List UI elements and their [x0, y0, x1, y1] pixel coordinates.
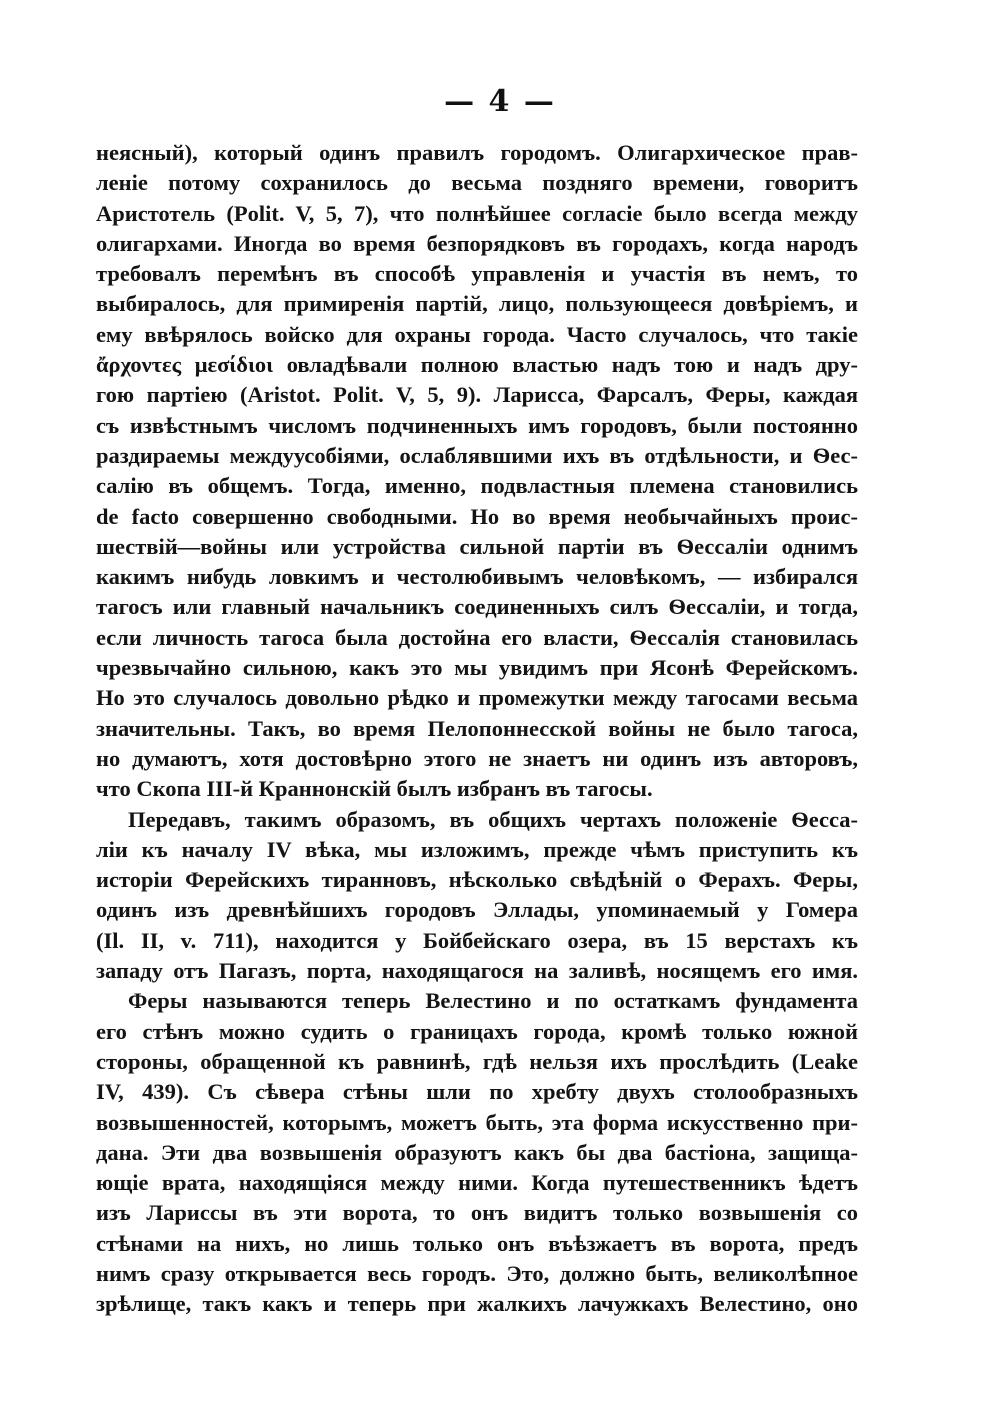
- text-line: исторіи Ферейскихъ тиранновъ, нѣсколько свѣдѣній о Ферахъ. Феры,: [96, 867, 858, 893]
- text-line: леніе потому сохранилось до весьма поздняго времени, говоритъ: [96, 170, 858, 196]
- text-line: значительны. Такъ, во время Пелопоннесской войны не было тагоса,: [96, 715, 858, 741]
- text-line: салію въ общемъ. Тогда, именно, подвластныя племена становились: [96, 473, 858, 499]
- text-line: какимъ нибудь ловкимъ и честолюбивымъ человѣкомъ, — избирался: [96, 564, 858, 590]
- text-line: одинъ изъ древнѣйшихъ городовъ Эллады, упоминаемый у Гомера: [96, 897, 858, 923]
- text-line: тагосъ или главный начальникъ соединенныхъ силъ Ѳессаліи, и тогда,: [96, 594, 858, 620]
- text-line: de facto совершенно свободными. Но во время необычайныхъ проис-: [96, 503, 858, 529]
- text-line: возвышенностей, которымъ, можетъ быть, эта форма искусственно при-: [96, 1109, 858, 1135]
- text-line: если личность тагоса была достойна его власти, Ѳессалія становилась: [96, 624, 858, 650]
- text-line: ἄρχοντες μεσίδιοι овладѣвали полною властью надъ тою и надъ дру-: [96, 352, 858, 378]
- text-line: Феры называются теперь Велестино и по остаткамъ фундамента: [128, 988, 858, 1014]
- text-line: западу отъ Пагазъ, порта, находящагося на заливѣ, носящемъ его имя.: [96, 958, 858, 984]
- text-line: съ извѣстнымъ числомъ подчиненныхъ имъ городовъ, были постоянно: [96, 412, 858, 438]
- text-line: шествій—войны или устройства сильной партіи въ Ѳессаліи однимъ: [96, 533, 858, 559]
- text-line: ющіе врата, находящіяся между ними. Когда путешественникъ ѣдетъ: [96, 1170, 858, 1196]
- text-line: дана. Эти два возвышенія образуютъ какъ бы два бастіона, защища-: [96, 1139, 858, 1165]
- text-line: ліи къ началу IV вѣка, мы изложимъ, прежде чѣмъ приступить къ: [96, 836, 858, 862]
- text-line: Но это случалось довольно рѣдко и промежутки между тагосами весьма: [96, 685, 858, 711]
- page-number: — 4 —: [444, 84, 556, 119]
- text-line: ему ввѣрялось войско для охраны города. Часто случалось, что такіе: [96, 321, 858, 347]
- text-line: стѣнами на нихъ, но лишь только онъ въѣзжаетъ въ ворота, предъ: [96, 1230, 858, 1256]
- text-line: чрезвычайно сильною, какъ это мы увидимъ при Ясонѣ Ферейскомъ.: [96, 655, 858, 681]
- text-line: Аристотель (Polit. V, 5, 7), что полнѣйшее согласіе было всегда между: [96, 200, 858, 226]
- text-line: изъ Лариссы въ эти ворота, то онъ видитъ только возвышенія со: [96, 1200, 858, 1226]
- text-line: его стѣнъ можно судить о границахъ города, кромѣ только южной: [96, 1018, 858, 1044]
- text-line: неясный), который одинъ правилъ городомъ. Олигархическое прав-: [96, 140, 858, 165]
- text-line: раздираемы междуусобіями, ослаблявшими ихъ въ отдѣльности, и Ѳес-: [96, 442, 858, 468]
- text-line: но думаютъ, хотя достовѣрно этого не знаетъ ни одинъ изъ авторовъ,: [96, 745, 858, 771]
- text-line: гою партіею (Aristot. Polit. V, 5, 9). Ларисса, Фарсалъ, Феры, каждая: [96, 382, 858, 408]
- text-line: IV, 439). Съ сѣвера стѣны шли по хребту двухъ столообразныхъ: [96, 1079, 858, 1105]
- text-line: требовалъ перемѣнъ въ способѣ управленія и участія въ немъ, то: [96, 261, 858, 287]
- text-line: олигархами. Иногда во время безпорядковъ въ городахъ, когда народъ: [96, 230, 858, 256]
- text-line: что Скопа III-й Краннонскій былъ избранъ въ тагосы.: [96, 776, 653, 802]
- text-line: нимъ сразу открывается весь городъ. Это, должно быть, великолѣпное: [96, 1260, 858, 1286]
- text-line: стороны, обращенной къ равнинѣ, гдѣ нельзя ихъ прослѣдить (Leake: [96, 1048, 858, 1074]
- text-line: выбиралось, для примиренія партій, лицо, пользующееся довѣріемъ, и: [96, 291, 858, 317]
- text-line: Передавъ, такимъ образомъ, въ общихъ чертахъ положеніе Ѳесса-: [128, 806, 858, 832]
- text-line: зрѣлище, такъ какъ и теперь при жалкихъ лачужкахъ Велестино, оно: [96, 1291, 858, 1317]
- text-line: (Il. II, v. 711), находится у Бойбейскаго озера, въ 15 верстахъ къ: [96, 927, 858, 953]
- body-text: [96, 138, 858, 1320]
